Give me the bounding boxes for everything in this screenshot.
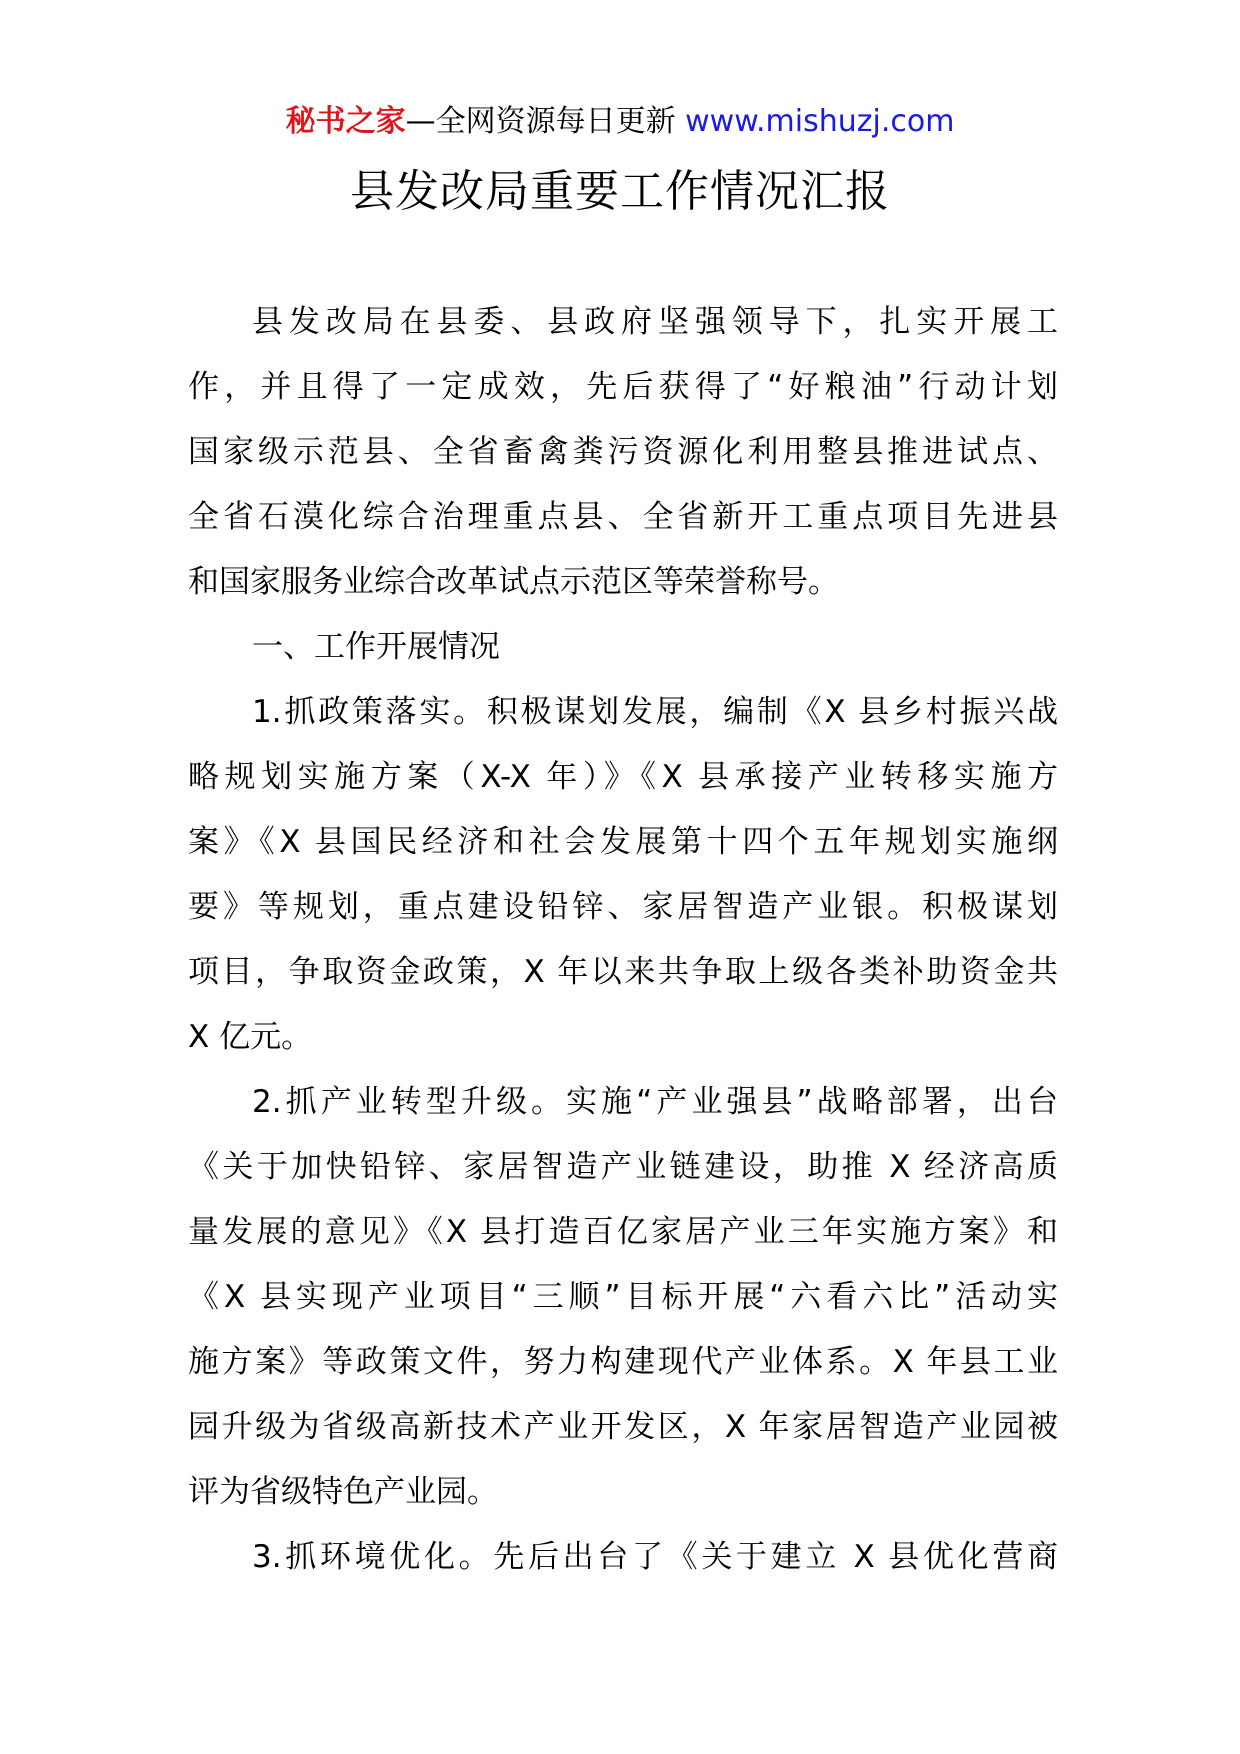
paragraph-line: 和国家服务业综合改革试点示范区等荣誉称号。 [188, 564, 839, 600]
header-tagline: —全网资源每日更新 [405, 104, 686, 139]
watermark-header [0, 100, 1240, 144]
section-heading: 一、工作开展情况 [252, 629, 500, 665]
paragraph-line: 略规划实施方案（X-X 年）》《X 县承接产业转移实施方 [188, 759, 1058, 795]
paragraph-line: 县发改局在县委、县政府坚强领导下，扎实开展工 [252, 304, 1058, 340]
paragraph-line: 作，并且得了一定成效，先后获得了“好粮油”行动计划 [188, 369, 1058, 405]
paragraph-line: 1.抓政策落实。积极谋划发展，编制《X 县乡村振兴战 [252, 694, 1058, 730]
paragraph-line: 《X 县实现产业项目“三顺”目标开展“六看六比”活动实 [188, 1279, 1058, 1315]
header-url: www.mishuzj.com [685, 104, 955, 139]
paragraph-line: 要》等规划，重点建设铅锌、家居智造产业银。积极谋划 [188, 889, 1058, 925]
paragraph-line: 《关于加快铅锌、家居智造产业链建设，助推 X 经济高质 [188, 1149, 1058, 1185]
paragraph-line: 施方案》等政策文件，努力构建现代产业体系。X 年县工业 [188, 1344, 1058, 1380]
paragraph-line: 全省石漠化综合治理重点县、全省新开工重点项目先进县 [188, 499, 1058, 535]
paragraph-line: X 亿元。 [188, 1019, 313, 1055]
paragraph-line: 案》《X 县国民经济和社会发展第十四个五年规划实施纲 [188, 824, 1058, 860]
brand-name: 秘书之家 [285, 104, 406, 139]
paragraph-line: 3.抓环境优化。先后出台了《关于建立 X 县优化营商 [252, 1539, 1058, 1575]
paragraph-line: 量发展的意见》《X 县打造百亿家居产业三年实施方案》和 [188, 1214, 1058, 1250]
document-title: 县发改局重要工作情况汇报 [350, 166, 890, 217]
paragraph-line: 项目，争取资金政策，X 年以来共争取上级各类补助资金共 [188, 954, 1058, 990]
paragraph-line: 国家级示范县、全省畜禽粪污资源化利用整县推进试点、 [188, 434, 1058, 470]
paragraph-line: 评为省级特色产业园。 [188, 1474, 498, 1510]
document-body [188, 290, 1058, 1590]
paragraph-line: 园升级为省级高新技术产业开发区，X 年家居智造产业园被 [188, 1409, 1058, 1445]
paragraph-line: 2.抓产业转型升级。实施“产业强县”战略部署，出台 [252, 1084, 1058, 1120]
